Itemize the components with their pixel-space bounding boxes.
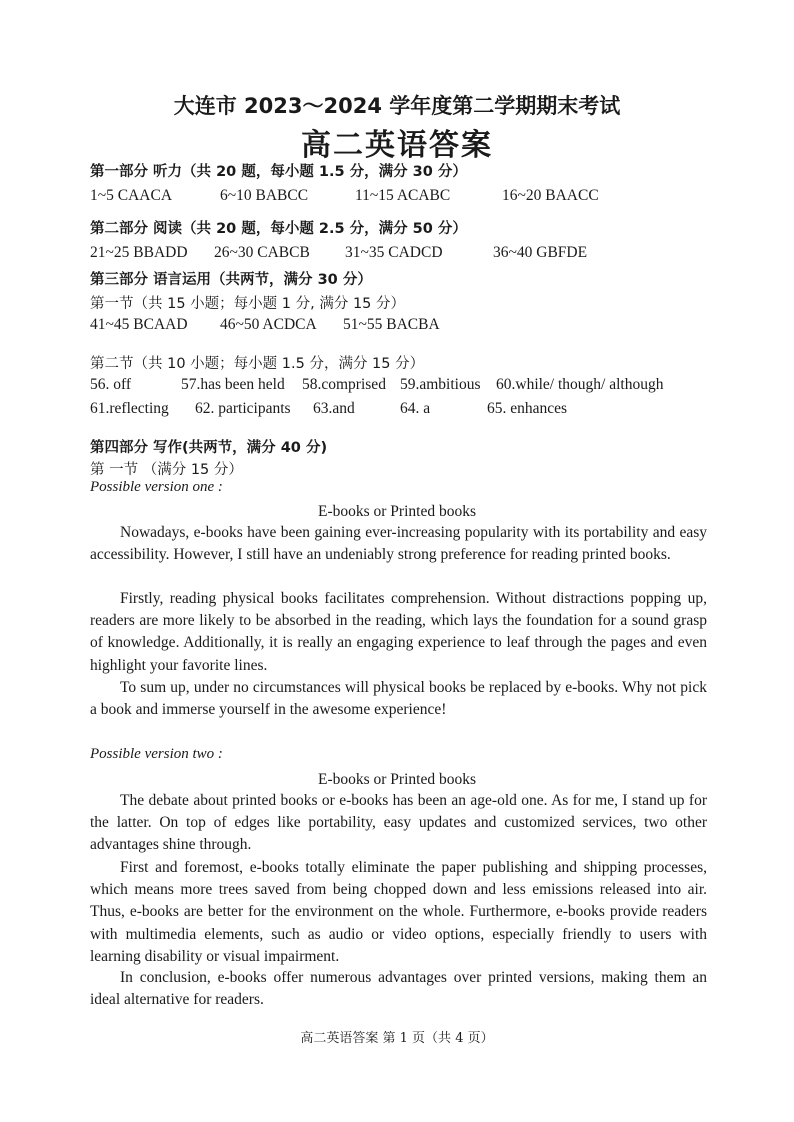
version-one-paragraph: Firstly, reading physical books facilitates comprehension. Without distractions popping up, readers are more likely to be absorbed in the reading, which lays the foundation for a sound grasp of knowledge. Additionally, it is really an engaging experience to leaf through the pages and even highlight your favorite lines. bbox=[90, 590, 707, 674]
version-one-label: Possible version one : bbox=[90, 479, 223, 495]
page-footer: 高二英语答案 第 1 页（共 4 页） bbox=[300, 1031, 494, 1046]
version-two-paragraph: In conclusion, e-books offer numerous advantages over printed versions, making them an ideal alternative for readers. bbox=[90, 969, 707, 1009]
answer-group: 41~45 BCAAD bbox=[90, 316, 188, 333]
answer-group: 51~55 BACBA bbox=[343, 316, 440, 333]
part3-section1-heading: 第一节（共 15 小题；每小题 1 分, 满分 15 分） bbox=[90, 296, 405, 312]
answer-group: 6~10 BABCC bbox=[220, 187, 309, 204]
answer-item: 62. participants bbox=[195, 400, 291, 417]
answer-item: 60.while/ though/ although bbox=[496, 376, 664, 393]
answer-item: 59.ambitious bbox=[400, 376, 481, 393]
version-one-paragraph: To sum up, under no circumstances will physical books be replaced by e-books. Why not pick a book and immerse yourself in the awesome experience! bbox=[90, 679, 707, 719]
part3-section2-heading: 第二节（共 10 小题；每小题 1.5 分，满分 15 分） bbox=[90, 356, 425, 372]
answer-item: 64. a bbox=[400, 400, 431, 417]
answer-group: 36~40 GBFDE bbox=[493, 244, 588, 261]
answer-item: 56. off bbox=[90, 376, 132, 393]
answer-item: 63.and bbox=[313, 400, 355, 417]
version-two-paragraph: The debate about printed books or e-books has been an age-old one. As for me, I stand up for the latter. On top of edges like portability, easy updates and customized services, two other advantages shine through. bbox=[90, 792, 707, 854]
part2-heading: 第二部分 阅读（共 20 题，每小题 2.5 分，满分 50 分） bbox=[90, 221, 467, 237]
answer-group: 46~50 ACDCA bbox=[220, 316, 317, 333]
answer-item: 65. enhances bbox=[487, 400, 568, 417]
answer-group: 1~5 CAACA bbox=[90, 187, 173, 204]
part3-heading: 第三部分 语言运用（共两节，满分 30 分） bbox=[90, 272, 372, 288]
part4-heading: 第四部分 写作(共两节，满分 40 分) bbox=[90, 440, 328, 456]
answer-group: 26~30 CABCB bbox=[214, 244, 310, 261]
answer-group: 11~15 ACABC bbox=[355, 187, 451, 204]
part4-section1-heading: 第 一节 （满分 15 分） bbox=[90, 462, 243, 478]
answer-item: 61.reflecting bbox=[90, 400, 169, 417]
version-two-title: E-books or Printed books bbox=[317, 771, 476, 788]
version-one-paragraph: Nowadays, e-books have been gaining ever-increasing popularity with its portability and easy accessibility. However, I still have an undeniably strong preference for reading printed books. bbox=[90, 524, 707, 564]
version-two-label: Possible version two : bbox=[90, 746, 223, 762]
version-one-title: E-books or Printed books bbox=[317, 503, 476, 520]
answer-group: 31~35 CADCD bbox=[345, 244, 443, 261]
version-two-paragraph: First and foremost, e-books totally eliminate the paper publishing and shipping processes, which means more trees saved from being chopped down and less emissions released into air. Thus, e-books are better for the environment on the whole. Furthermore, e-books provide readers with multimedia elements, such as audio or video options, especially friendly to users with learning disability or visual impairment. bbox=[90, 859, 707, 965]
part1-heading: 第一部分 听力（共 20 题，每小题 1.5 分，满分 30 分） bbox=[90, 164, 467, 180]
exam-title: 大连市 2023～2024 学年度第二学期期末考试 bbox=[173, 94, 621, 118]
answer-item: 57.has been held bbox=[181, 376, 285, 393]
answer-item: 58.comprised bbox=[302, 376, 386, 393]
answer-group: 21~25 BBADD bbox=[90, 244, 188, 261]
answer-group: 16~20 BAACC bbox=[502, 187, 599, 204]
page-title: 高二英语答案 bbox=[301, 128, 493, 163]
